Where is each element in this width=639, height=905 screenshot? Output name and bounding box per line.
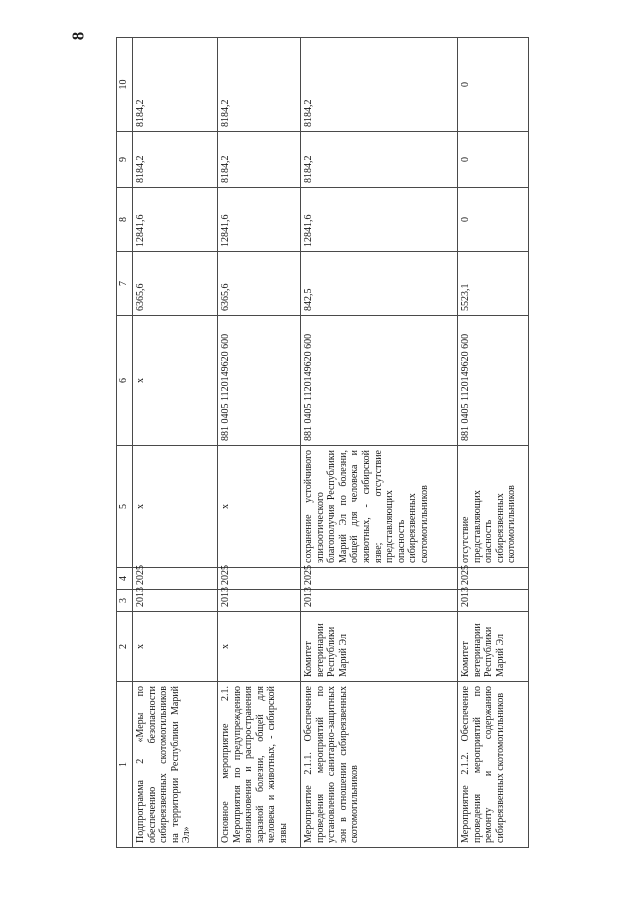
row-end-year: 2025 — [458, 568, 529, 590]
row-value-10: 8184,2 — [301, 38, 458, 132]
row-executor: х — [218, 612, 301, 682]
row-start-year: 2013 — [458, 590, 529, 612]
row-budget-code: х — [133, 316, 218, 446]
header-col-6: 6 — [117, 316, 133, 446]
row-result: х — [218, 446, 301, 568]
row-executor: Комитет ветеринарии Республики Марий Эл — [301, 612, 458, 682]
row-value-9: 0 — [458, 132, 529, 188]
page-number: 8 — [68, 31, 88, 41]
row-executor: Комитет ветеринарии Республики Марий Эл — [458, 612, 529, 682]
header-row — [117, 38, 133, 848]
row-name: Подпрограмма 2 «Меры по обеспечению безопасности сибиреязвенных скотомогильников на территории Республики Марий Эл» — [133, 682, 218, 848]
row-value-9: 8184,2 — [301, 132, 458, 188]
row-result: х — [133, 446, 218, 568]
header-col-1: 1 — [117, 682, 133, 848]
row-executor: х — [133, 612, 218, 682]
table-row — [458, 38, 529, 848]
row-start-year: 2013 — [133, 590, 218, 612]
row-value-8: 12841,6 — [301, 188, 458, 252]
row-value-8: 12841,6 — [133, 188, 218, 252]
header-col-9: 9 — [117, 132, 133, 188]
row-result: отсутствие представляющих опасность сибиреязвенных скотомогильников — [458, 446, 529, 568]
header-col-5: 5 — [117, 446, 133, 568]
table-row — [218, 38, 301, 848]
row-value-9: 8184,2 — [133, 132, 218, 188]
row-name: Основное мероприятие 2.1. Мероприятия по предупреждению возникновения и распространения заразной болезни, общей для человека и животных, - сибирской язвы — [218, 682, 301, 848]
row-end-year: 2025 — [133, 568, 218, 590]
row-value-7: 5523,1 — [458, 252, 529, 316]
row-value-7: 842,5 — [301, 252, 458, 316]
row-value-7: 6365,6 — [218, 252, 301, 316]
row-name: Мероприятие 2.1.2. Обеспечение проведения мероприятий по ремонту и содержанию сибиреязвенных скотомогильников — [458, 682, 529, 848]
row-end-year: 2025 — [301, 568, 458, 590]
row-budget-code: 881 0405 1120149620 600 — [218, 316, 301, 446]
header-col-10: 10 — [117, 38, 133, 132]
row-value-7: 6365,6 — [133, 252, 218, 316]
row-budget-code: 881 0405 1120149620 600 — [458, 316, 529, 446]
row-value-8: 0 — [458, 188, 529, 252]
table-container — [116, 38, 526, 848]
rotated-table-frame — [116, 38, 526, 848]
row-budget-code: 881 0405 1120149620 600 — [301, 316, 458, 446]
row-value-8: 12841,6 — [218, 188, 301, 252]
row-start-year: 2013 — [301, 590, 458, 612]
row-result: сохранение устойчивого эпизоотического благополучия Республики Марий Эл по болезни, общей для человека и животных, - сибирской язве; отсутствие представляющих опасность сибиреязвенных скотомогильников — [301, 446, 458, 568]
table-row — [301, 38, 458, 848]
row-value-10: 8184,2 — [133, 38, 218, 132]
table-row — [133, 38, 218, 848]
header-col-3: 3 — [117, 590, 133, 612]
row-name: Мероприятие 2.1.1. Обеспечение проведения мероприятий по установлению санитарно-защитных зон в отношении сибиреязвенных скотомогильников — [301, 682, 458, 848]
header-col-8: 8 — [117, 188, 133, 252]
row-value-10: 0 — [458, 38, 529, 132]
row-end-year: 2025 — [218, 568, 301, 590]
header-col-4: 4 — [117, 568, 133, 590]
budget-table — [116, 37, 529, 848]
header-col-2: 2 — [117, 612, 133, 682]
row-value-9: 8184,2 — [218, 132, 301, 188]
row-value-10: 8184,2 — [218, 38, 301, 132]
header-col-7: 7 — [117, 252, 133, 316]
row-start-year: 2013 — [218, 590, 301, 612]
